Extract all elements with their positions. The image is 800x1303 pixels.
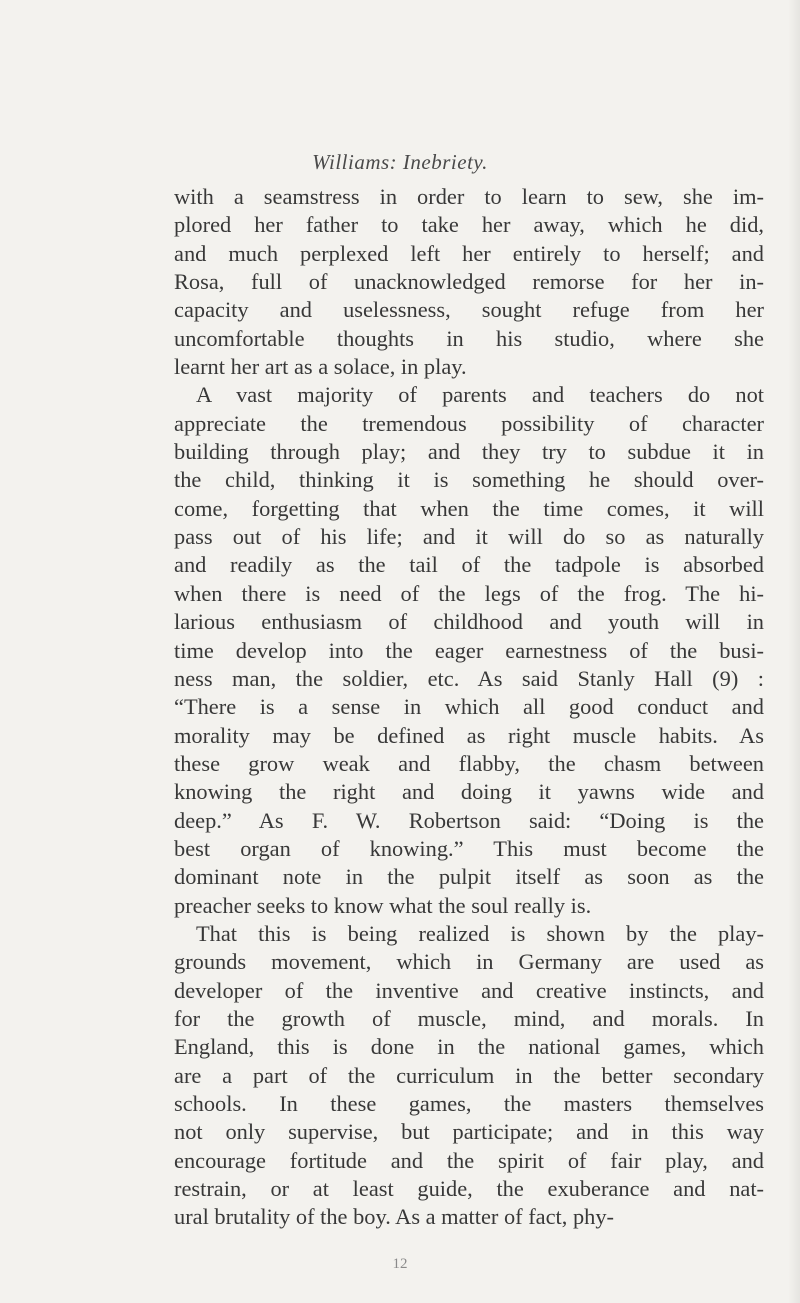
text-line: for the growth of muscle, mind, and morals. In (174, 1005, 764, 1031)
text-line: dominant note in the pulpit itself as soon as the (174, 864, 764, 890)
text-line: That this is being realized is shown by the play- (196, 920, 764, 946)
text-line: time develop into the eager earnestness of the busi- (174, 637, 764, 663)
paragraph (174, 381, 764, 920)
text-line: A vast majority of parents and teachers do not (196, 382, 764, 408)
running-head: Williams: Inebriety. (312, 150, 488, 174)
text-line: appreciate the tremendous possibility of character (174, 410, 764, 436)
text-line: best organ of knowing.” This must become the (174, 835, 764, 861)
text-line: grounds movement, which in Germany are used as (174, 949, 764, 975)
page-number: 12 (392, 1256, 408, 1272)
page-edge-shadow (788, 0, 800, 1303)
text-line: developer of the inventive and creative instincts, and (174, 977, 764, 1003)
text-line: ural brutality of the boy. As a matter of fact, phy- (174, 1204, 615, 1230)
text-line: these grow weak and flabby, the chasm between (174, 750, 764, 776)
text-line: the child, thinking it is something he should over- (174, 467, 764, 493)
text-line: encourage fortitude and the spirit of fair play, and (174, 1147, 764, 1173)
text-line: pass out of his life; and it will do so as naturally (174, 524, 764, 550)
text-line: learnt her art as a solace, in play. (174, 354, 467, 380)
text-line: morality may be defined as right muscle habits. As (174, 722, 764, 748)
text-line: building through play; and they try to subdue it in (174, 439, 764, 465)
text-line: not only supervise, but participate; and in this way (174, 1119, 764, 1145)
text-line: plored her father to take her away, which he did, (174, 212, 764, 238)
text-line: larious enthusiasm of childhood and youth will in (174, 609, 764, 635)
text-line: with a seamstress in order to learn to sew, she im- (174, 184, 764, 209)
text-line: knowing the right and doing it yawns wide and (174, 779, 764, 805)
text-line: “There is a sense in which all good conduct and (174, 694, 764, 720)
text-line: are a part of the curriculum in the better secondary (174, 1062, 764, 1088)
text-line: preacher seeks to know what the soul really is. (174, 892, 592, 918)
paragraph (174, 183, 764, 381)
paragraph (174, 920, 764, 1232)
body-text (174, 183, 764, 1232)
text-line: England, this is done in the national games, which (174, 1034, 764, 1060)
text-line: deep.” As F. W. Robertson said: “Doing is the (174, 807, 764, 833)
text-line: ness man, the soldier, etc. As said Stanly Hall (9) : (174, 665, 764, 691)
text-line: schools. In these games, the masters themselves (174, 1091, 764, 1116)
text-line: capacity and uselessness, sought refuge from her (174, 297, 764, 323)
text-line: restrain, or at least guide, the exuberance and nat- (174, 1176, 764, 1202)
text-line: uncomfortable thoughts in his studio, where she (174, 325, 764, 351)
text-line: Rosa, full of unacknowledged remorse for her in- (174, 269, 764, 295)
text-line: and readily as the tail of the tadpole is absorbed (174, 552, 764, 578)
text-line: come, forgetting that when the time comes, it will (174, 495, 764, 521)
text-line: and much perplexed left her entirely to herself; and (174, 240, 764, 266)
text-line: when there is need of the legs of the frog. The hi- (174, 580, 764, 606)
